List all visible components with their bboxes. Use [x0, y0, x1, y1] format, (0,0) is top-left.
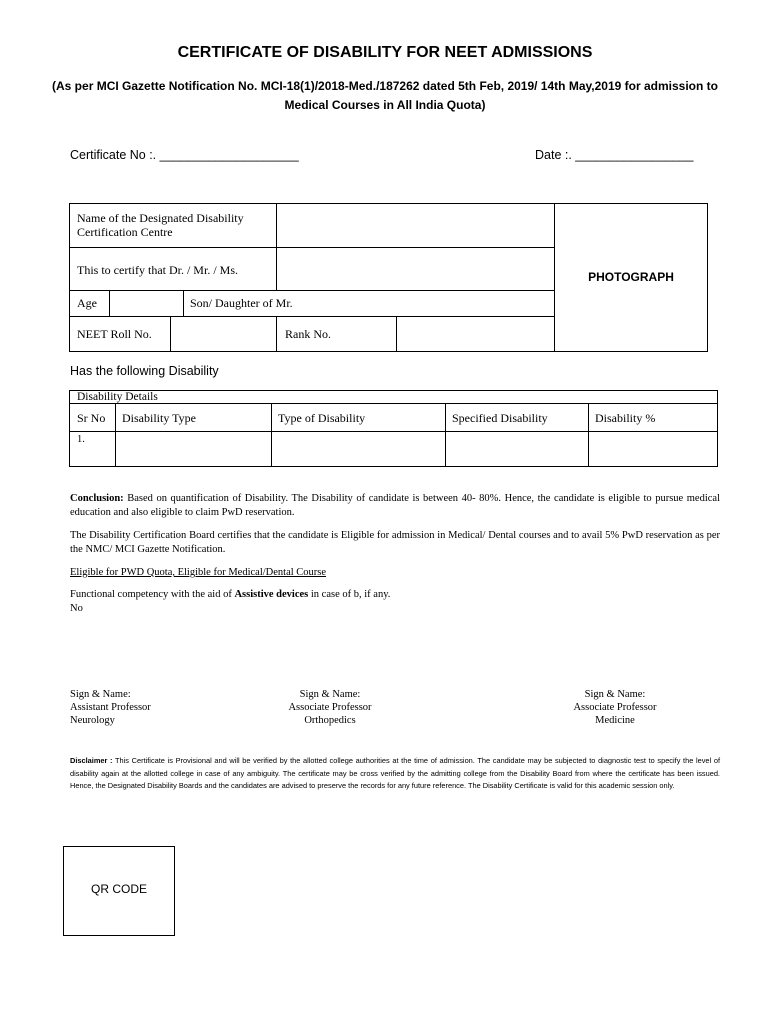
- sign-label: Sign & Name:: [584, 689, 646, 700]
- column-header: Disability Type: [122, 411, 196, 425]
- qr-code-box: [63, 846, 175, 936]
- signatory-title: Associate Professor: [573, 702, 657, 713]
- rank-label: Rank No.: [285, 327, 331, 341]
- qr-code-label: QR CODE: [90, 882, 147, 896]
- functional-post: in case of b, if any.: [308, 589, 391, 600]
- signatory-title: Associate Professor: [288, 702, 372, 713]
- identity-table: [69, 203, 708, 352]
- rank-input[interactable]: [400, 319, 550, 349]
- certify-label: This to certify that Dr. / Mr. / Ms.: [77, 263, 238, 277]
- disability-table: [69, 390, 718, 467]
- signatory-department: Orthopedics: [304, 715, 356, 726]
- column-header: Disability %: [595, 411, 656, 425]
- table-cell[interactable]: [118, 434, 268, 464]
- eligibility-statement: Eligible for PWD Quota, Eligible for Medical/Dental Course: [70, 567, 327, 578]
- disclaimer-label: Disclaimer :: [70, 756, 113, 765]
- table-cell: 1.: [77, 434, 85, 445]
- table-cell[interactable]: [448, 434, 585, 464]
- column-header: Type of Disability: [278, 411, 366, 425]
- date-field[interactable]: Date :. _________________: [535, 148, 694, 162]
- signatory-department: Neurology: [70, 715, 115, 726]
- table-cell[interactable]: [274, 434, 442, 464]
- conclusion-paragraph: [70, 492, 720, 520]
- column-header: Sr No: [77, 411, 106, 425]
- age-label: Age: [77, 296, 97, 310]
- sign-label: Sign & Name:: [299, 689, 361, 700]
- signature-block-orthopedics: [255, 688, 405, 727]
- certificate-number-field[interactable]: Certificate No :. ____________________: [70, 148, 299, 162]
- signatory-department: Medicine: [595, 715, 635, 726]
- roll-label: NEET Roll No.: [77, 327, 152, 341]
- centre-label: Name of the Designated Disability Certification Centre: [77, 211, 244, 239]
- roll-input[interactable]: [174, 319, 274, 349]
- column-header: Specified Disability: [452, 411, 548, 425]
- conclusion-label: Conclusion:: [70, 493, 124, 504]
- functional-competency-paragraph: [70, 588, 720, 602]
- functional-answer: No: [70, 603, 83, 614]
- signature-block-neurology: [70, 688, 220, 727]
- disclaimer-paragraph: [70, 755, 720, 793]
- page-subtitle: (As per MCI Gazette Notification No. MCI-18(1)/2018-Med./187262 dated 5th Feb, 2019/ 14th May,2019 for admission to Medical Courses in All India Quota): [52, 79, 718, 112]
- table-cell[interactable]: [591, 434, 714, 464]
- disability-table-title: Disability Details: [77, 391, 158, 403]
- board-certification-paragraph: The Disability Certification Board certifies that the candidate is Eligible for admission in Medical/ Dental courses and to avail 5% PwD reservation as per the NMC/ MCI Gazette Notification.: [70, 530, 720, 555]
- disclaimer-text: This Certificate is Provisional and will be verified by the allotted college authorities at the time of admission. The candidate may be subjected to diagnostic test to specify the level of disability again at the allotted college in case of any ambiguity. The certificate may be cross verified by the admitting college from the Disability Board from where the certificate has been issued. Hence, the Designated Disability Boards and the candidates are advised to preserve the records for any future reference. The Disability Certificate is valid for this academic session only.: [70, 756, 720, 790]
- assistive-devices-label: Assistive devices: [234, 589, 309, 600]
- centre-input[interactable]: [282, 205, 552, 245]
- age-input[interactable]: [113, 293, 181, 315]
- functional-pre: Functional competency with the aid of: [70, 589, 235, 600]
- conclusion-text: Based on quantification of Disability. The Disability of candidate is between 40- 80%. Hence, the candidate is eligible to pursue medical education and also eligible to claim PwD reservation.: [70, 493, 720, 518]
- parent-label: Son/ Daughter of Mr.: [190, 296, 293, 310]
- sign-label: Sign & Name:: [70, 689, 131, 700]
- photograph-placeholder: PHOTOGRAPH: [588, 270, 674, 284]
- disability-heading: Has the following Disability: [70, 364, 219, 378]
- signatory-title: Assistant Professor: [70, 702, 151, 713]
- signature-block-medicine: [540, 688, 690, 727]
- name-input[interactable]: [282, 250, 552, 288]
- page-title: CERTIFICATE OF DISABILITY FOR NEET ADMISSIONS: [177, 44, 593, 61]
